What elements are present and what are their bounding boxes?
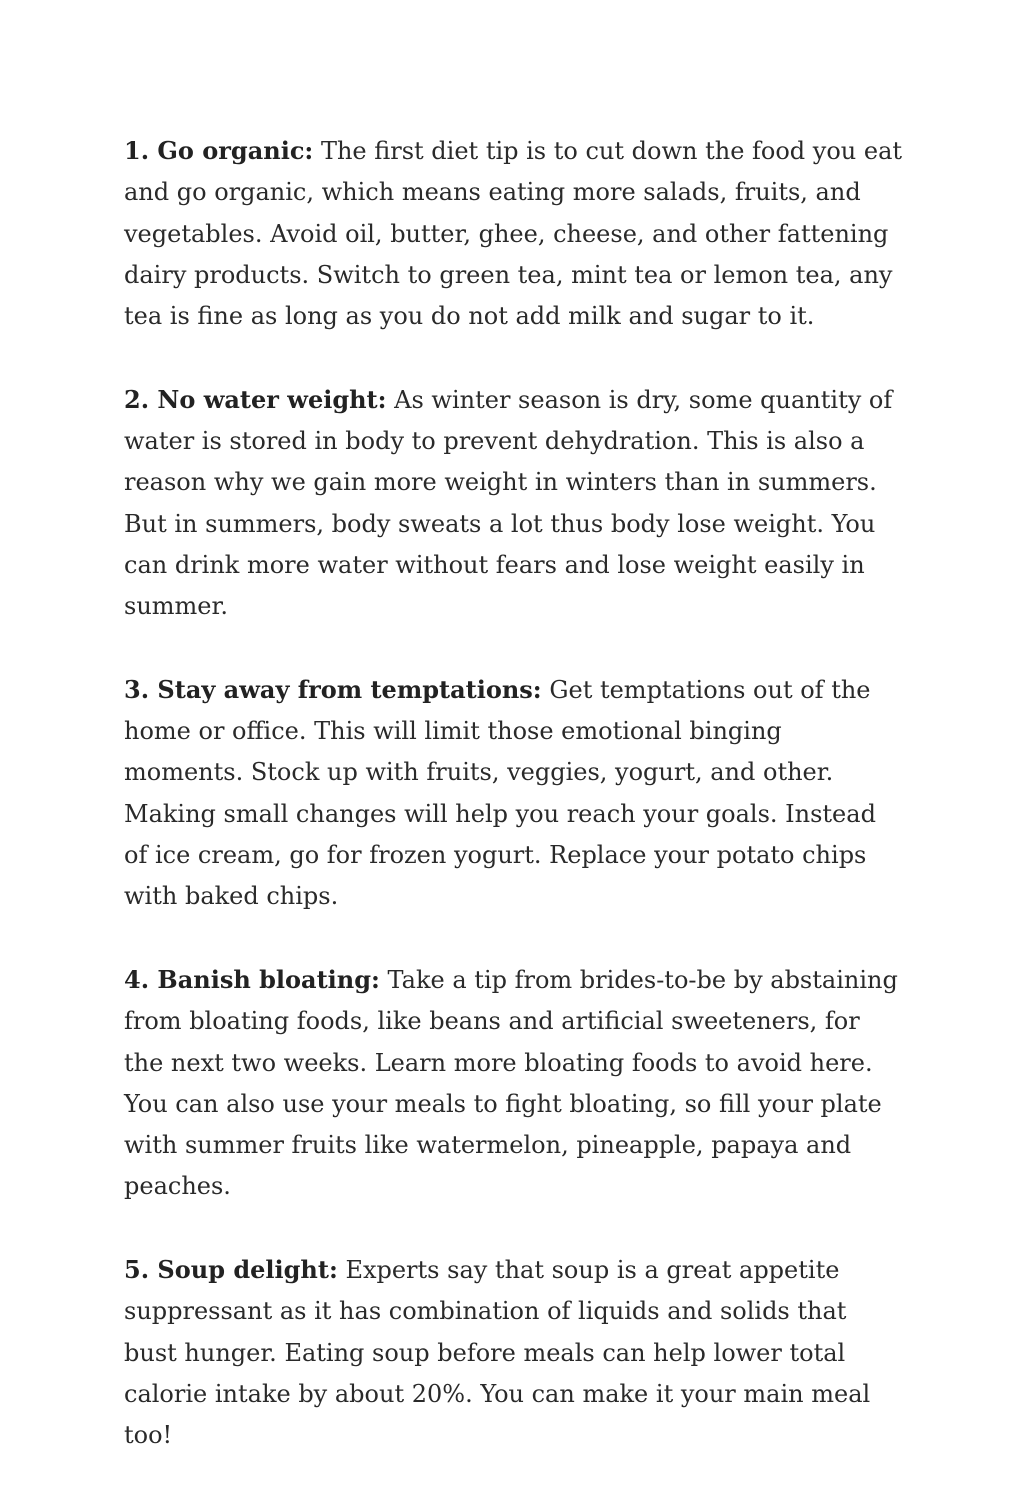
tip-heading: 5. Soup delight: [124,1255,338,1285]
tip-body: Get temptations out of the home or office. This will limit those emotional binging moments. Stock up with fruits, veggies, yogurt, and other. Making small changes will help you reach your goals. Instead of ice cream, go for frozen yogurt. Replace your potato chips with baked chips. [124,675,876,911]
tip-paragraph-3 [124,669,904,918]
tip-paragraph-1 [124,130,904,337]
tip-heading: 3. Stay away from temptations: [124,674,542,704]
tip-body: Experts say that soup is a great appetite suppressant as it has combination of liquids and solids that bust hunger. Eating soup before meals can help lower total calorie intake by about 20%. You can make it your main meal too! [124,1256,871,1450]
tip-heading: 4. Banish bloating: [124,964,380,994]
tip-heading: 2. No water weight: [124,384,387,414]
tip-paragraph-5 [124,1249,904,1456]
tip-body: Take a tip from brides-to-be by abstaining from bloating foods, like beans and artificial sweeteners, for the next two weeks. Learn more bloating foods to avoid here. You can also use your meals to fight bloating, so fill your plate with summer fruits like watermelon, pineapple, papaya and peaches. [124,965,898,1201]
tip-paragraph-4 [124,959,904,1208]
tip-body: As winter season is dry, some quantity of water is stored in body to prevent dehydration. This is also a reason why we gain more weight in winters than in summers. But in summers, body sweats a lot thus body lose weight. You can drink more water without fears and lose weight easily in summer. [124,385,893,621]
document-page [124,130,904,1498]
tip-body: The first diet tip is to cut down the food you eat and go organic, which means eating more salads, fruits, and vegetables. Avoid oil, butter, ghee, cheese, and other fattening dairy products. Switch to green tea, mint tea or lemon tea, any tea is fine as long as you do not add milk and sugar to it. [124,137,903,331]
tip-heading: 1. Go organic: [124,136,314,165]
tip-paragraph-2 [124,379,904,628]
